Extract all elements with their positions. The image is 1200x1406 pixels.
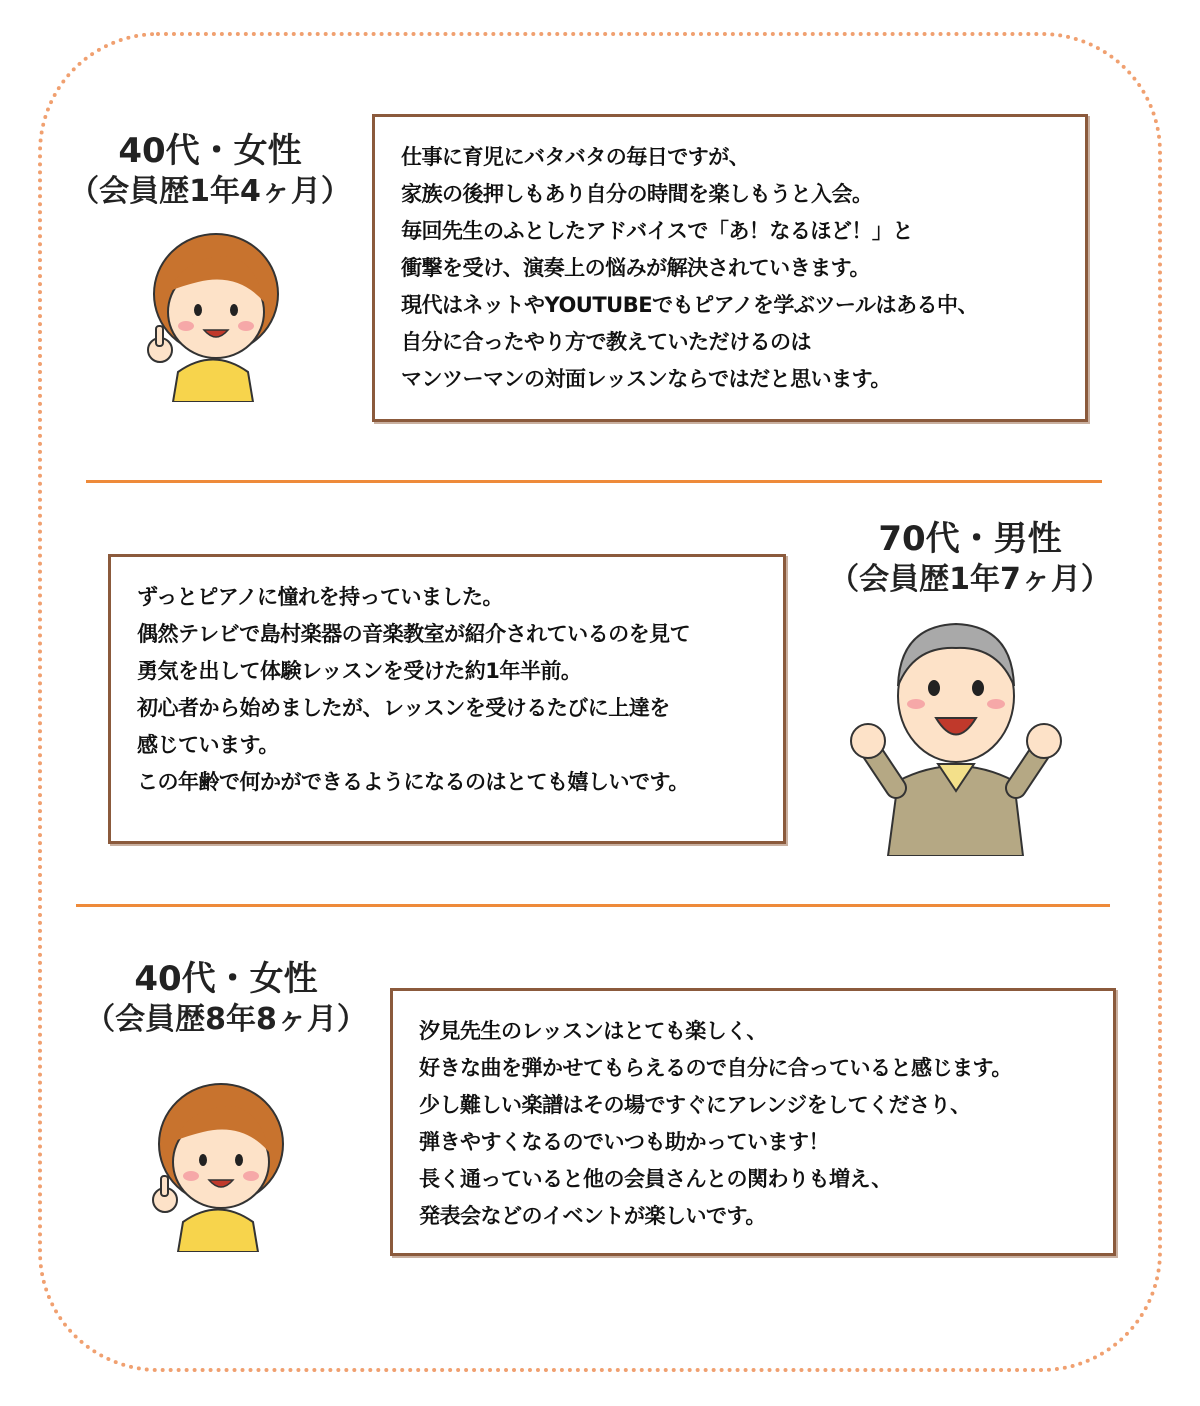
testimonial-1-line: 毎回先生のふとしたアドバイスで「あ！なるほど！」と [401,219,913,243]
testimonial-2-line: 初心者から始めましたが、レッスンを受けるたびに上達を [137,696,670,720]
testimonial-2-box [108,554,786,844]
testimonial-2-line: ずっとピアノに憧れを持っていました。 [137,585,504,609]
divider-1 [86,480,1102,483]
testimonial-2-membership: （会員歴1年7ヶ月） [829,562,1111,597]
testimonial-3-line: 長く通っていると他の会員さんとの関わりも増え、 [419,1167,892,1191]
testimonial-3-line: 少し難しい楽譜はその場ですぐにアレンジをしてくださり、 [419,1093,971,1117]
testimonial-1-line: 現代はネットやYOUTUBEでもピアノを学ぶツールはある中、 [401,293,978,317]
testimonial-3-line: 弾きやすくなるのでいつも助かっています！ [419,1130,829,1154]
testimonial-3-line: 好きな曲を弾かせてもらえるので自分に合っていると感じます。 [419,1056,1012,1080]
testimonial-3-age: 40代・女性 [134,959,318,999]
woman-pointing-icon [143,1072,293,1252]
testimonial-3-membership: （会員歴8年8ヶ月） [85,1002,367,1037]
testimonial-2-line: 偶然テレビで島村楽器の音楽教室が紹介されているのを見て [137,622,691,646]
testimonial-3-box [390,988,1116,1256]
elderly-man-cheering-icon [848,606,1064,856]
testimonial-3-line: 発表会などのイベントが楽しいです。 [419,1204,766,1228]
woman-pointing-icon [138,222,288,402]
testimonial-1-line: 自分に合ったやり方で教えていただけるのは [401,330,811,354]
testimonial-2-line: 感じています。 [137,733,279,757]
testimonial-2-age: 70代・男性 [878,519,1062,559]
testimonial-1-label [60,130,360,212]
testimonial-1-age: 40代・女性 [118,131,302,171]
testimonial-1-line: 家族の後押しもあり自分の時間を楽しもうと入会。 [401,182,873,206]
testimonial-1-line: マンツーマンの対面レッスンならではだと思います。 [401,367,891,391]
divider-2 [76,904,1110,907]
testimonial-2-line: 勇気を出して体験レッスンを受けた約1年半前。 [137,659,582,683]
testimonial-1-membership: （会員歴1年4ヶ月） [69,174,351,209]
testimonial-1-line: 衝撃を受け、演奏上の悩みが解決されていきます。 [401,256,870,280]
testimonial-3-line: 汐見先生のレッスンはとても楽しく、 [419,1019,767,1043]
testimonial-3-label [76,958,376,1040]
testimonial-1-box [372,114,1088,422]
testimonial-2-label [820,518,1120,600]
testimonial-2-line: この年齢で何かができるようになるのはとても嬉しいです。 [137,770,689,794]
testimonial-1-line: 仕事に育児にバタバタの毎日ですが、 [401,145,750,169]
